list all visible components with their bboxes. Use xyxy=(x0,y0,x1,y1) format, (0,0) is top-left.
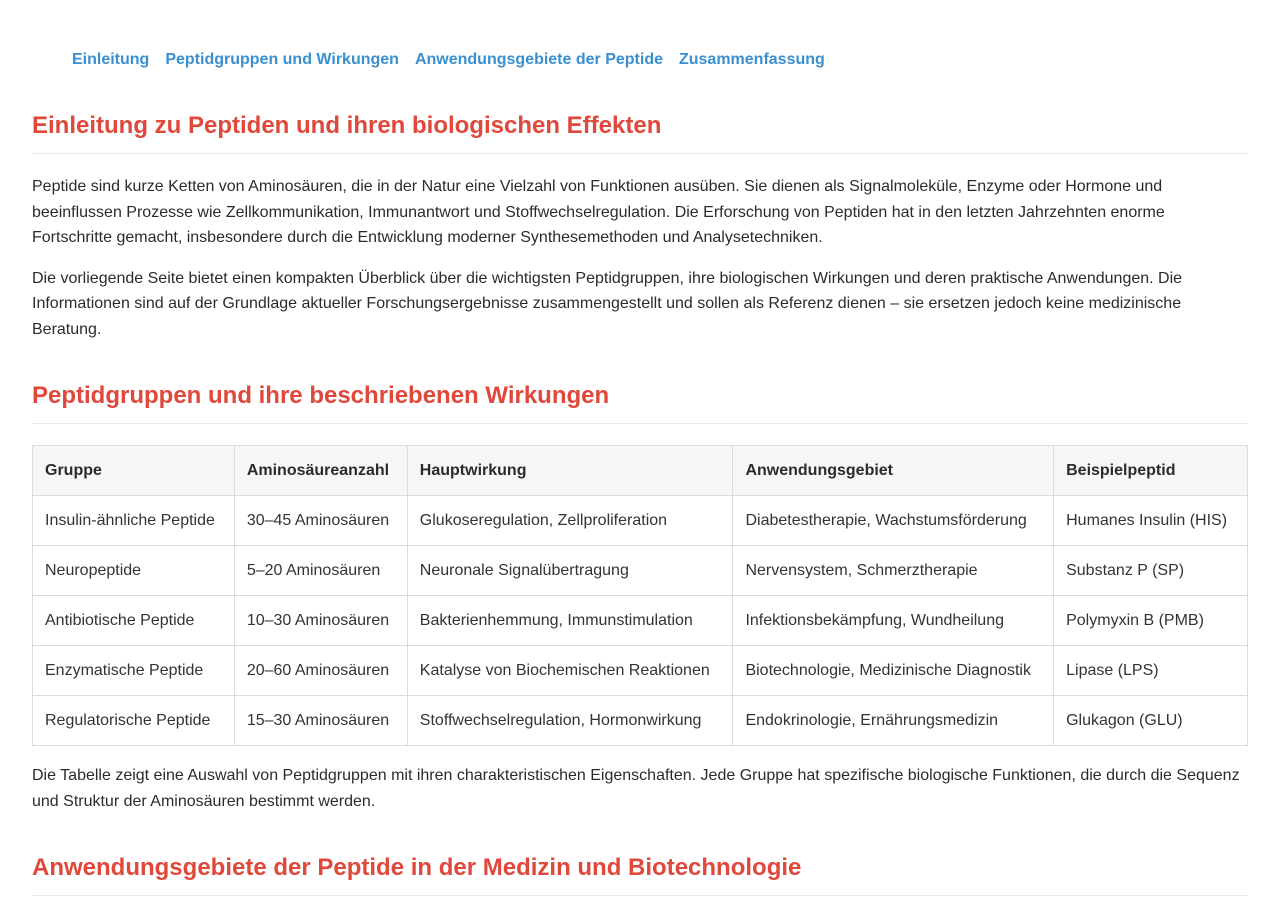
table-cell: Glukagon (GLU) xyxy=(1054,696,1248,746)
table-cell: Bakterienhemmung, Immunstimulation xyxy=(407,596,733,646)
toc-link-peptidgruppen[interactable]: Peptidgruppen und Wirkungen xyxy=(165,51,399,68)
table-row xyxy=(33,596,1248,646)
table-cell: 5–20 Aminosäuren xyxy=(234,546,407,596)
table-row xyxy=(33,696,1248,746)
table-cell: Polymyxin B (PMB) xyxy=(1054,596,1248,646)
applications-section xyxy=(32,854,1248,896)
toc-link-anwendungsgebiete[interactable]: Anwendungsgebiete der Peptide xyxy=(414,51,663,68)
table-cell: Substanz P (SP) xyxy=(1054,546,1248,596)
table-cell: Neuropeptide xyxy=(33,546,235,596)
table-cell: Humanes Insulin (HIS) xyxy=(1054,496,1248,546)
table-caption: Die Tabelle zeigt eine Auswahl von Peptidgruppen mit ihren charakteristischen Eigenschaften. Jede Gruppe hat spezifische biologische Funktionen, die durch die Sequenz und Struktur der Aminosäuren bestimmt werden. xyxy=(32,767,1240,810)
table-header-cell: Gruppe xyxy=(33,446,235,496)
intro-paragraph-2: Die vorliegende Seite bietet einen kompakten Überblick über die wichtigsten Peptidgruppen, ihre biologischen Wirkungen und deren praktische Anwendungen. Die Informationen sind auf der Grundlage aktueller Forschungsergebnisse zusammengestellt und sollen als Referenz dienen – sie ersetzen jedoch keine medizinische Beratung. xyxy=(32,269,1183,338)
table-cell: Regulatorische Peptide xyxy=(33,696,235,746)
table-header-row xyxy=(33,446,1248,496)
table-cell: Neuronale Signalübertragung xyxy=(407,546,733,596)
table-cell: 20–60 Aminosäuren xyxy=(234,646,407,696)
table-cell: Insulin-ähnliche Peptide xyxy=(33,496,235,546)
table-header-cell: Beispielpeptid xyxy=(1054,446,1248,496)
table-cell: Stoffwechselregulation, Hormonwirkung xyxy=(407,696,733,746)
intro-heading: Einleitung zu Peptiden und ihren biologischen Effekten xyxy=(32,112,1248,154)
table-cell: Lipase (LPS) xyxy=(1054,646,1248,696)
toc-link-einleitung[interactable]: Einleitung xyxy=(72,51,150,68)
toc-link-zusammenfassung[interactable]: Zusammenfassung xyxy=(678,51,825,68)
table-header-cell: Aminosäureanzahl xyxy=(234,446,407,496)
table-row xyxy=(33,646,1248,696)
groups-section xyxy=(32,382,1248,814)
table-cell: Nervensystem, Schmerztherapie xyxy=(733,546,1054,596)
intro-paragraph-1: Peptide sind kurze Ketten von Aminosäuren, die in der Natur eine Vielzahl von Funktionen ausüben. Sie dienen als Signalmoleküle, Enzyme oder Hormone und beeinflussen Prozesse wie Zellkommunikation, Immunantwort und Stoffwechselregulation. Die Erforschung von Peptiden hat in den letzten Jahrzehnten enorme Fortschritte gemacht, insbesondere durch die Entwicklung moderner Synthesemethoden und Analysetechniken. xyxy=(32,178,1165,246)
groups-heading: Peptidgruppen und ihre beschriebenen Wirkungen xyxy=(32,382,1248,424)
peptide-groups-table xyxy=(32,445,1248,746)
table-of-contents xyxy=(32,0,1248,72)
table-cell: 10–30 Aminosäuren xyxy=(234,596,407,646)
table-row xyxy=(33,496,1248,546)
table-cell: Katalyse von Biochemischen Reaktionen xyxy=(407,646,733,696)
table-header-cell: Hauptwirkung xyxy=(407,446,733,496)
table-cell: Endokrinologie, Ernährungsmedizin xyxy=(733,696,1054,746)
applications-heading: Anwendungsgebiete der Peptide in der Medizin und Biotechnologie xyxy=(32,854,1248,896)
table-header-cell: Anwendungsgebiet xyxy=(733,446,1054,496)
table-cell: Enzymatische Peptide xyxy=(33,646,235,696)
table-cell: Biotechnologie, Medizinische Diagnostik xyxy=(733,646,1054,696)
table-cell: Diabetestherapie, Wachstumsförderung xyxy=(733,496,1054,546)
table-cell: Glukoseregulation, Zellproliferation xyxy=(407,496,733,546)
table-cell: 15–30 Aminosäuren xyxy=(234,696,407,746)
table-cell: Infektionsbekämpfung, Wundheilung xyxy=(733,596,1054,646)
table-cell: Antibiotische Peptide xyxy=(33,596,235,646)
intro-section xyxy=(32,112,1248,342)
table-cell: 30–45 Aminosäuren xyxy=(234,496,407,546)
table-row xyxy=(33,546,1248,596)
